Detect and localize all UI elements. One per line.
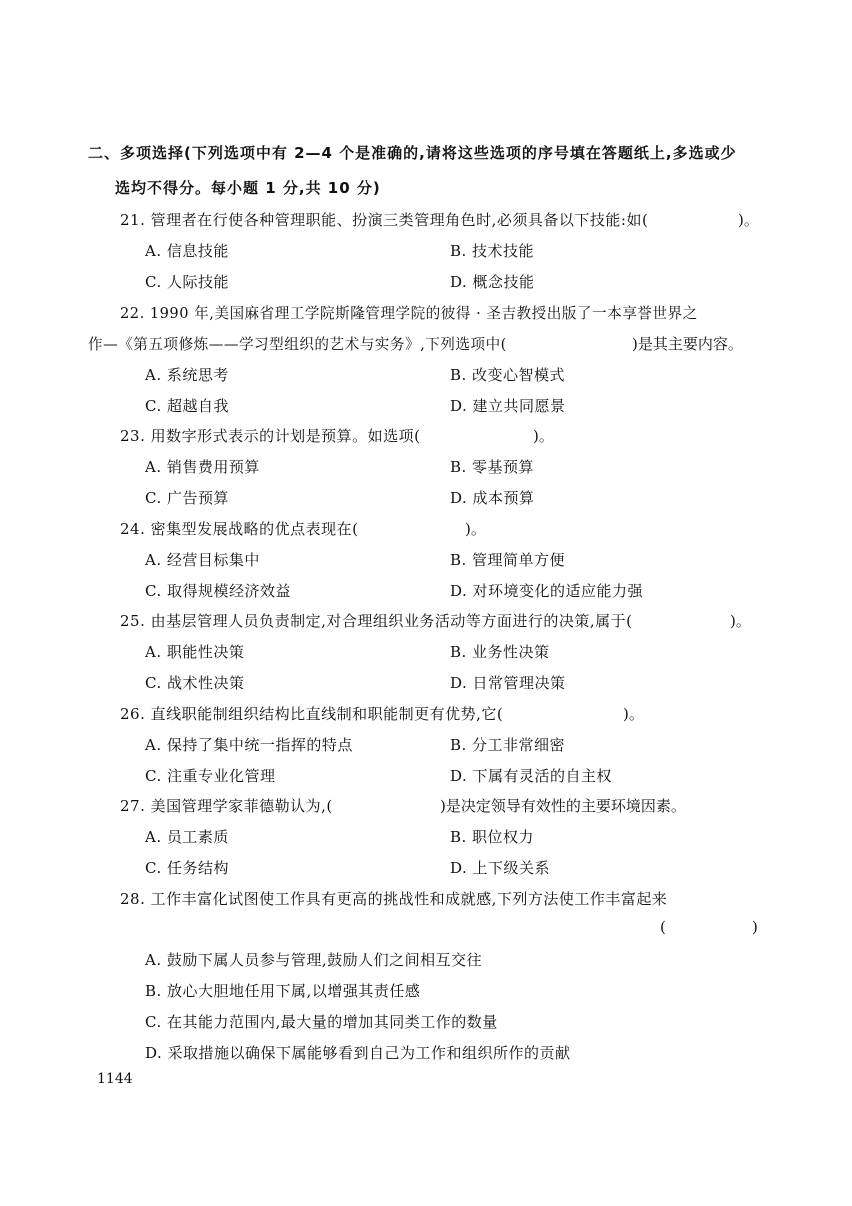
question-27-option-a: A. 员工素质 — [145, 828, 229, 846]
question-23-stem: 23. 用数字形式表示的计划是预算。如选项( — [120, 427, 421, 445]
question-22-option-b: B. 改变心智模式 — [450, 366, 566, 384]
question-24-option-d: D. 对环境变化的适应能力强 — [450, 582, 644, 600]
section-heading-line2: 选均不得分。每小题 1 分,共 10 分) — [115, 179, 381, 197]
question-25-option-c: C. 战术性决策 — [145, 674, 245, 692]
question-27-option-d: D. 上下级关系 — [450, 859, 551, 877]
question-22-stem: 22. 1990 年,美国麻省理工学院斯隆管理学院的彼得 · 圣吉教授出版了一本享誉世界之 — [120, 305, 698, 322]
question-22-option-d: D. 建立共同愿景 — [450, 397, 566, 415]
question-26-option-a: A. 保持了集中统一指挥的特点 — [145, 736, 353, 754]
question-28-option-d: D. 采取措施以确保下属能够看到自己为工作和组织所作的贡献 — [145, 1044, 571, 1062]
question-21-option-a: A. 信息技能 — [145, 242, 229, 260]
section-heading-line1: 二、多项选择(下列选项中有 2—4 个是准确的,请将这些选项的序号填在答题纸上,多选或少 — [88, 144, 737, 162]
question-22-stem-continued: 作—《第五项修炼——学习型组织的艺术与实务》,下列选项中( — [88, 336, 507, 353]
question-26-close: )。 — [623, 705, 644, 723]
question-23-close: )。 — [533, 427, 554, 445]
question-28-option-c: C. 在其能力范围内,最大量的增加其同类工作的数量 — [145, 1013, 498, 1031]
question-24-option-b: B. 管理简单方便 — [450, 551, 566, 569]
question-23-option-d: D. 成本预算 — [450, 489, 535, 507]
question-25-stem: 25. 由基层管理人员负责制定,对合理组织业务活动等方面进行的决策,属于( — [120, 612, 633, 630]
question-26-option-c: C. 注重专业化管理 — [145, 767, 276, 785]
question-28-paren-close: ) — [752, 918, 758, 936]
question-26-stem: 26. 直线职能制组织结构比直线制和职能制更有优势,它( — [120, 705, 504, 723]
question-21-stem: 21. 管理者在行使各种管理职能、扮演三类管理角色时,必须具备以下技能:如( — [120, 211, 649, 229]
page-number: 1144 — [97, 1071, 133, 1087]
question-27-option-b: B. 职位权力 — [450, 828, 535, 846]
question-28-paren-open: ( — [660, 918, 666, 936]
question-27-close: )是决定领导有效性的主要环境因素。 — [440, 797, 686, 815]
question-26-option-b: B. 分工非常细密 — [450, 736, 566, 754]
question-28-stem: 28. 工作丰富化试图使工作具有更高的挑战性和成就感,下列方法使工作丰富起来 — [120, 890, 668, 908]
question-23-option-c: C. 广告预算 — [145, 489, 229, 507]
question-25-close: )。 — [730, 612, 751, 630]
question-28-option-b: B. 放心大胆地任用下属,以增强其责任感 — [145, 982, 421, 1000]
question-26-option-d: D. 下属有灵活的自主权 — [450, 767, 613, 785]
question-21-option-d: D. 概念技能 — [450, 273, 535, 291]
question-22-option-a: A. 系统思考 — [145, 366, 229, 384]
question-21-option-c: C. 人际技能 — [145, 273, 229, 291]
question-21-option-b: B. 技术技能 — [450, 242, 535, 260]
question-25-option-b: B. 业务性决策 — [450, 643, 550, 661]
question-24-close: )。 — [465, 520, 486, 538]
question-24-option-c: C. 取得规模经济效益 — [145, 582, 291, 600]
question-24-stem: 24. 密集型发展战略的优点表现在( — [120, 520, 359, 538]
question-25-option-d: D. 日常管理决策 — [450, 674, 566, 692]
question-27-option-c: C. 任务结构 — [145, 859, 229, 877]
question-21-close: )。 — [738, 211, 759, 229]
question-23-option-b: B. 零基预算 — [450, 458, 535, 476]
question-22-option-c: C. 超越自我 — [145, 397, 229, 415]
question-23-option-a: A. 销售费用预算 — [145, 458, 260, 476]
question-27-stem: 27. 美国管理学家菲德勒认为,( — [120, 797, 333, 815]
question-24-option-a: A. 经营目标集中 — [145, 551, 260, 569]
question-25-option-a: A. 职能性决策 — [145, 643, 245, 661]
question-22-close: )是其主要内容。 — [632, 335, 743, 353]
question-28-option-a: A. 鼓励下属人员参与管理,鼓励人们之间相互交往 — [145, 951, 483, 969]
